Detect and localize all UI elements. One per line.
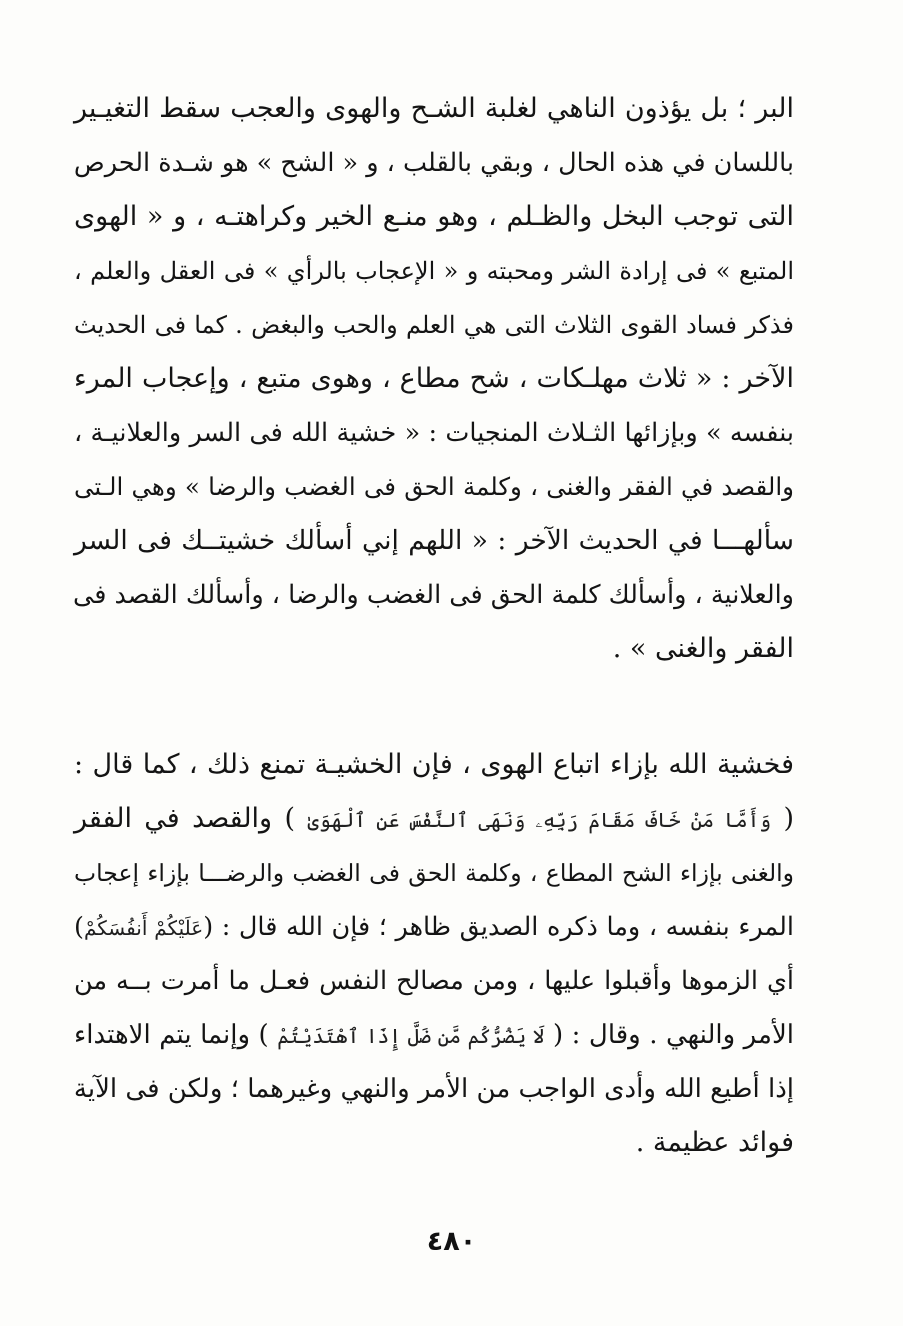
text-line: سألهـــا في الحديث الآخر : « اللهم إني أسألك خشيتــك فى السر	[74, 525, 794, 556]
text-line: والقصد في الفقر والغنى ، وكلمة الحق فى الغضب والرضا » وهي الـتى	[74, 472, 794, 501]
text-segment: الأمر والنهي . وقال : (	[553, 1020, 795, 1050]
text-line: المتبع » فى إرادة الشر ومحبته و « الإعجاب بالرأي » فى العقل والعلم ،	[74, 257, 794, 285]
text-line-with-verse	[74, 1008, 794, 1062]
text-line: والغنى بإزاء الشح المطاع ، وكلمة الحق فى الغضب والرضـــا بإزاء إعجاب	[74, 859, 794, 887]
text-line-with-verse	[74, 792, 794, 846]
text-line: باللسان في هذه الحال ، وبقي بالقلب ، و « الشح » هو شـدة الحرص	[73, 148, 794, 178]
text-segment: المرء بنفسه ، وما ذكره الصديق ظاهر ؛ فإن الله قال : (	[203, 912, 794, 942]
bracket-close: )	[74, 912, 84, 942]
text-line: بنفسه » وبإزائها الثـلاث المنجيات : « خشية الله فى السر والعلانيـة ،	[74, 418, 794, 448]
text-line: الفقر والغنى » .	[612, 633, 794, 664]
text-line: التى توجب البخل والظـلم ، وهو منـع الخير وكراهتـه ، و « الهوى	[74, 201, 794, 232]
text-line: فذكر فساد القوى الثلاث التى هي العلم والحب والبغض . كما فى الحديث	[74, 311, 794, 339]
text-segment: والقصد في الفقر	[74, 803, 273, 834]
bracket-close: )	[284, 803, 296, 834]
text-line: الآخر : « ثلاث مهلـكات ، شح مطاع ، وهوى متبع ، وإعجاب المرء	[74, 363, 794, 394]
quran-verse: لَا يَضُرُّكُم مَّن ضَلَّ إِذَا ٱهْتَدَيْتُمْ	[277, 1024, 545, 1048]
bracket-open: (	[783, 803, 795, 834]
paragraph-2	[74, 738, 794, 1170]
page-number: ٤٨٠	[426, 1226, 477, 1257]
text-line: فوائد عظيمة .	[635, 1127, 794, 1158]
text-line: إذا أطيع الله وأدى الواجب من الأمر والنهي وغيرهما ؛ ولكن فى الآية	[73, 1074, 794, 1104]
text-line: البر ؛ بل يؤذون الناهي لغلبة الشـح والهوى والعجب سقط التغيـير	[74, 93, 794, 124]
text-line: والعلانية ، وأسألك كلمة الحق فى الغضب والرضا ، وأسألك القصد فى	[72, 580, 794, 610]
text-segment: ) وإنما يتم الاهتداء	[74, 1020, 269, 1050]
paragraph-1	[74, 82, 794, 676]
text-line: أي الزموها وأقبلوا عليها ، ومن مصالح النفس فعـل ما أمرت بــه من	[74, 966, 794, 996]
quran-verse: عَلَيْكُمْ أَنفُسَكُمْ	[83, 916, 204, 940]
quran-verse: وَأَمَّا مَنْ خَافَ مَقَامَ رَبِّهِۦ وَنَهَى ٱلنَّفْسَ عَنِ ٱلْهَوَىٰ	[307, 808, 772, 832]
text-line: فخشية الله بإزاء اتباع الهوى ، فإن الخشيـة تمنع ذلك ، كما قال :	[74, 749, 794, 780]
text-line-with-verse	[74, 900, 794, 954]
